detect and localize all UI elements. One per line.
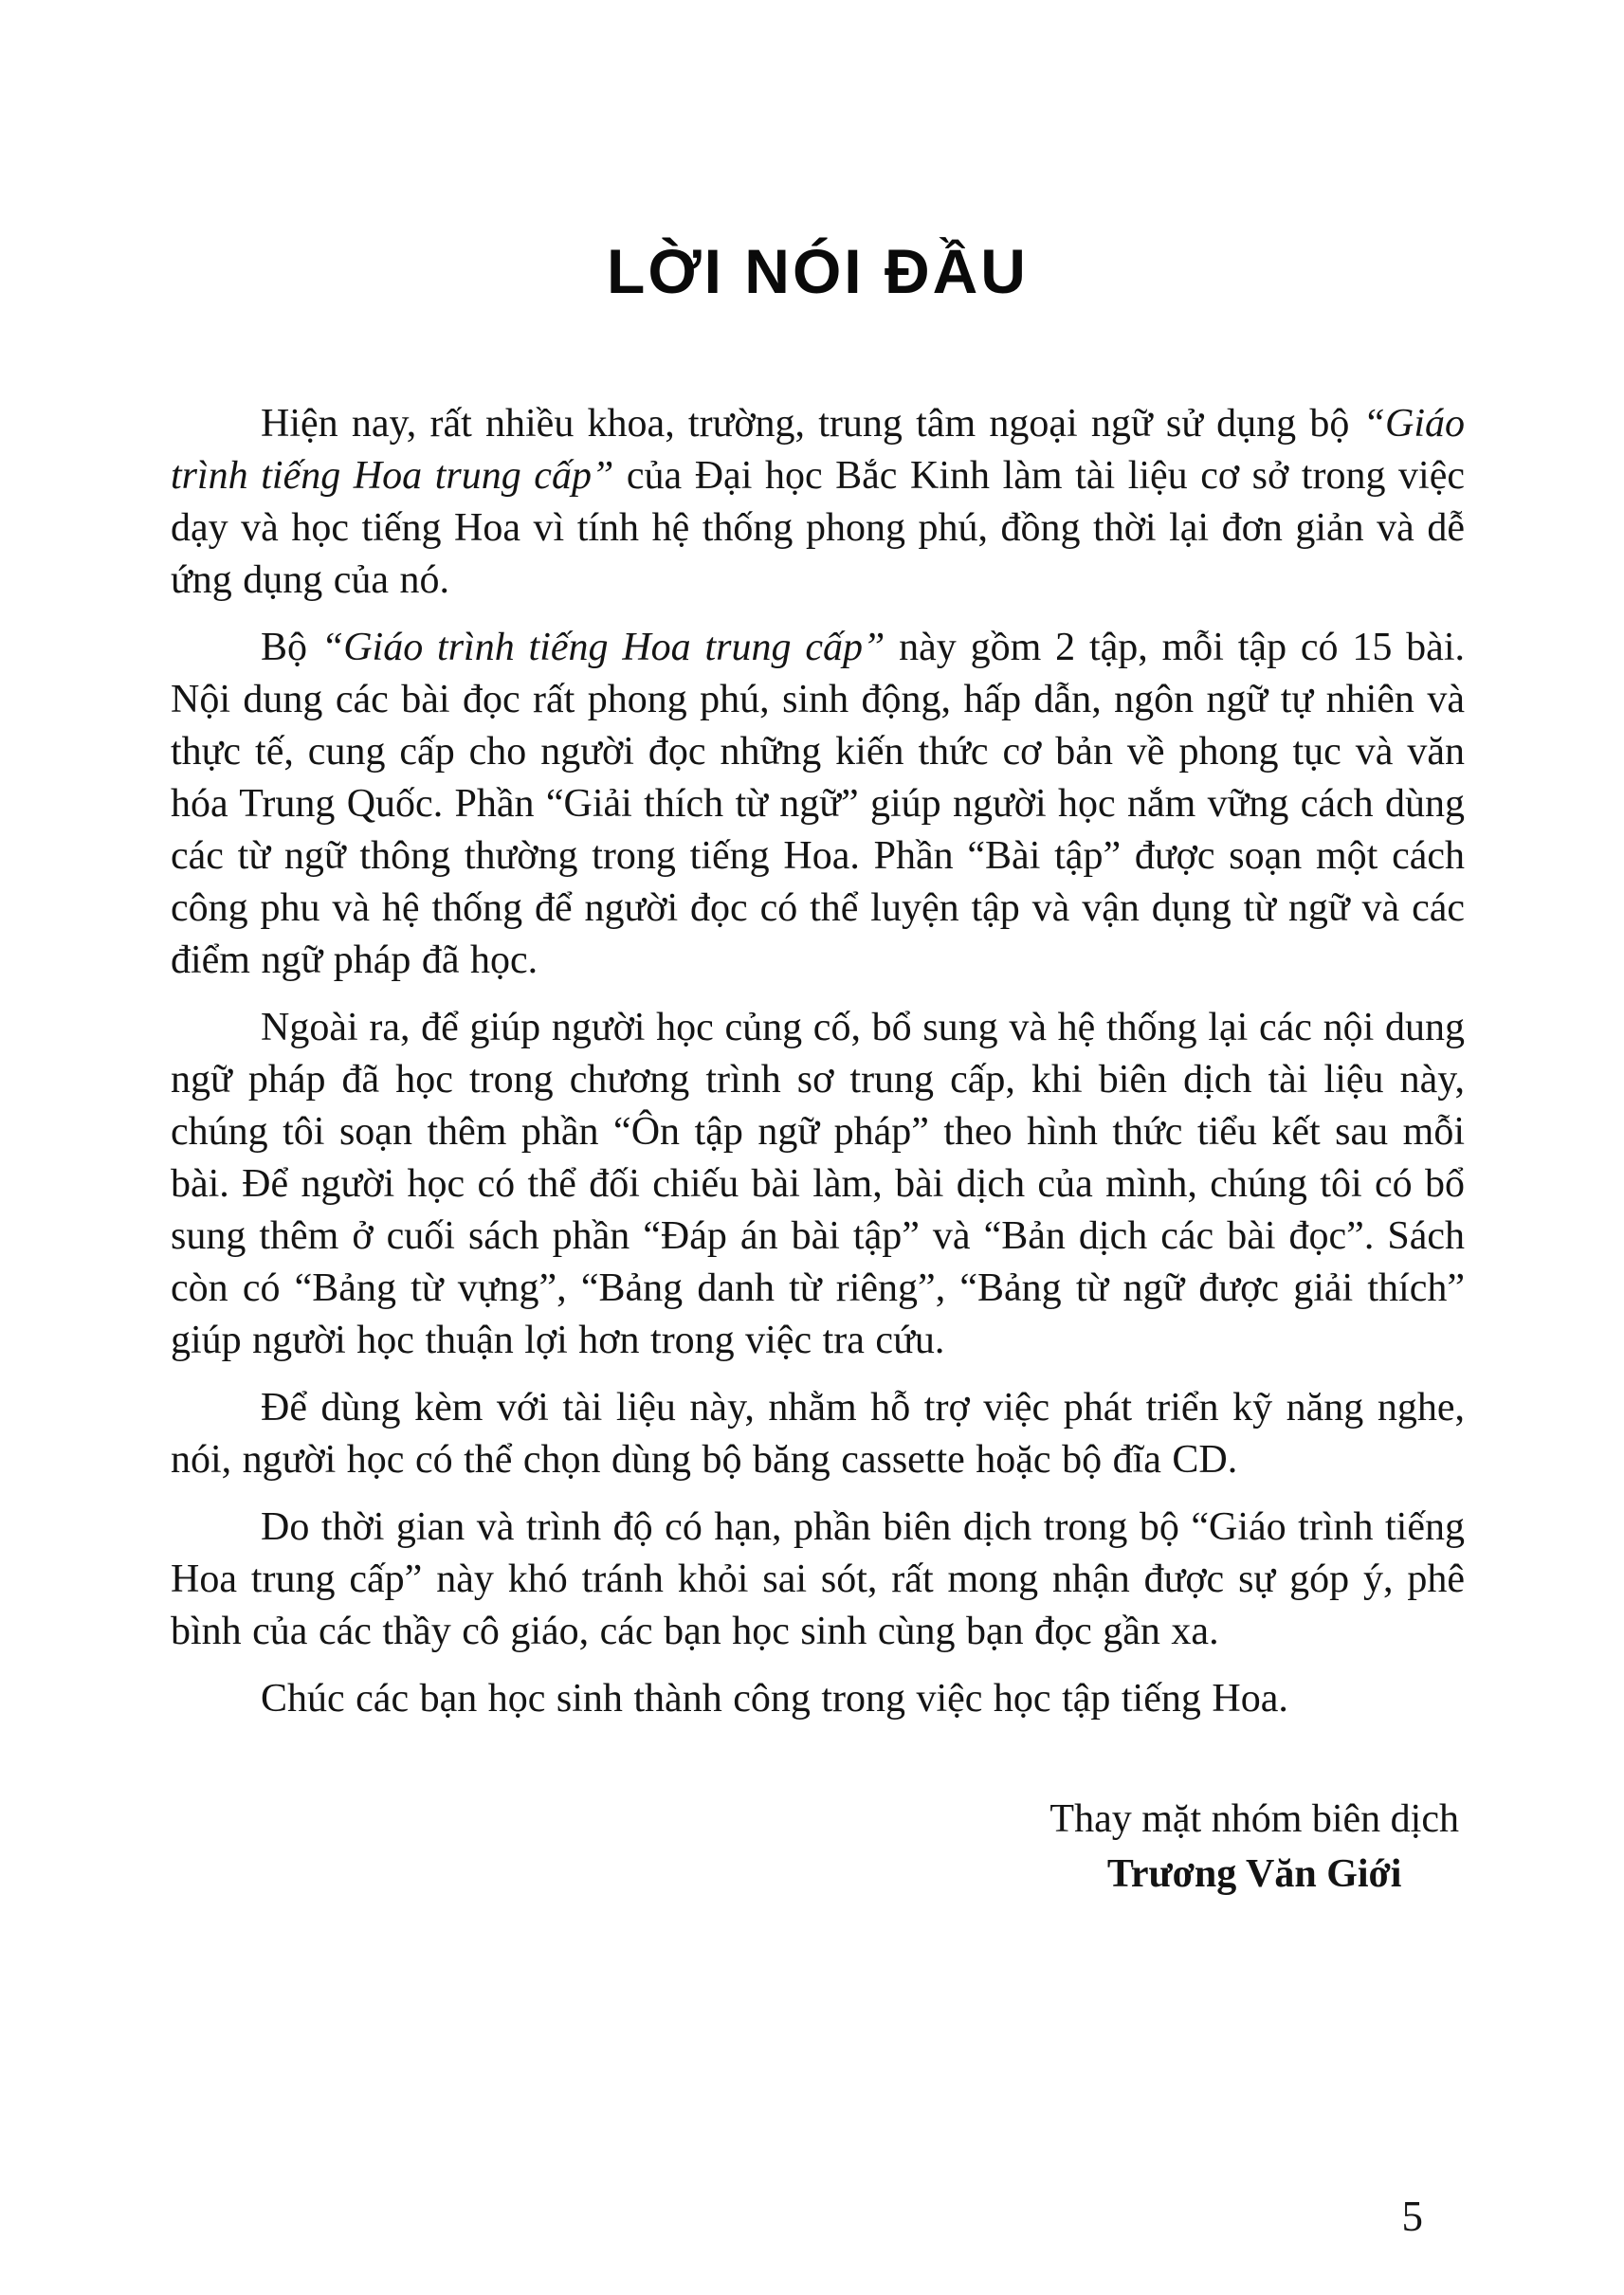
paragraph [171,1673,1465,1725]
paragraph-text: Hiện nay, rất nhiều khoa, trường, trung tâm ngoại ngữ sử dụng bộ [261,402,1363,446]
page-title: LỜI NÓI ĐẦU [607,236,1029,306]
paragraph [171,1382,1465,1486]
paragraphs [171,398,1465,1725]
signature-block [1049,1792,1459,1902]
book-title-italic: “Giáo trình tiếng Hoa trung cấp” [320,626,885,669]
paragraph-text: Để dùng kèm với tài liệu này, nhằm hỗ trợ việc phát triển kỹ năng nghe, nói, người học có thể chọn dùng bộ băng cassette hoặc bộ đĩa CD. [171,1386,1465,1482]
paragraph-text: Ngoài ra, để giúp người học củng cố, bổ sung và hệ thống lại các nội dung ngữ pháp đã học trong chương trình sơ trung cấp, khi biên dịch tài liệu này, chúng tôi soạn thêm phần “Ôn tập ngữ pháp” theo hình thức tiểu kết sau mỗi bài. Để người học có thể đối chiếu bài làm, bài dịch của mình, chúng tôi có bổ sung thêm ở cuối sách phần “Đáp án bài tập” và “Bản dịch các bài đọc”. Sách còn có “Bảng từ vựng”, “Bảng danh từ riêng”, “Bảng từ ngữ được giải thích” giúp người học thuận lợi hơn trong việc tra cứu. [171,1006,1465,1362]
paragraph-text: của Đại học Bắc Kinh làm tài liệu cơ sở trong việc dạy và học tiếng Hoa vì tính hệ thống phong phú, đồng thời lại đơn giản và dễ ứng dụng của nó. [171,454,1465,602]
paragraph [171,398,1465,607]
paragraph-text: này gồm 2 tập, mỗi tập có 15 bài. Nội dung các bài đọc rất phong phú, sinh động, hấp dẫn, ngôn ngữ tự nhiên và thực tế, cung cấp cho người đọc những kiến thức cơ bản về phong tục và văn hóa Trung Quốc. Phần “Giải thích từ ngữ” giúp người học nắm vững cách dùng các từ ngữ thông thường trong tiếng Hoa. Phần “Bài tập” được soạn một cách công phu và hệ thống để người đọc có thể luyện tập và vận dụng từ ngữ và các điểm ngữ pháp đã học. [171,626,1465,982]
page-number: 5 [1401,2193,1423,2240]
paragraph [171,1002,1465,1367]
signature-role: Thay mặt nhóm biên dịch [1049,1797,1459,1841]
book-title-italic: “Giáo trình tiếng Hoa trung cấp” [171,402,1465,498]
paragraph-text: Bộ [261,626,321,669]
paragraph [171,1502,1465,1658]
paragraph-text: Chúc các bạn học sinh thành công trong việc học tập tiếng Hoa. [261,1677,1288,1721]
signature-name: Trương Văn Giới [1106,1852,1402,1896]
paragraph [171,622,1465,987]
paragraph-text: Do thời gian và trình độ có hạn, phần biên dịch trong bộ “Giáo trình tiếng Hoa trung cấp” này khó tránh khỏi sai sót, rất mong nhận được sự góp ý, phê bình của các thầy cô giáo, các bạn học sinh cùng bạn đọc gần xa. [171,1505,1465,1653]
